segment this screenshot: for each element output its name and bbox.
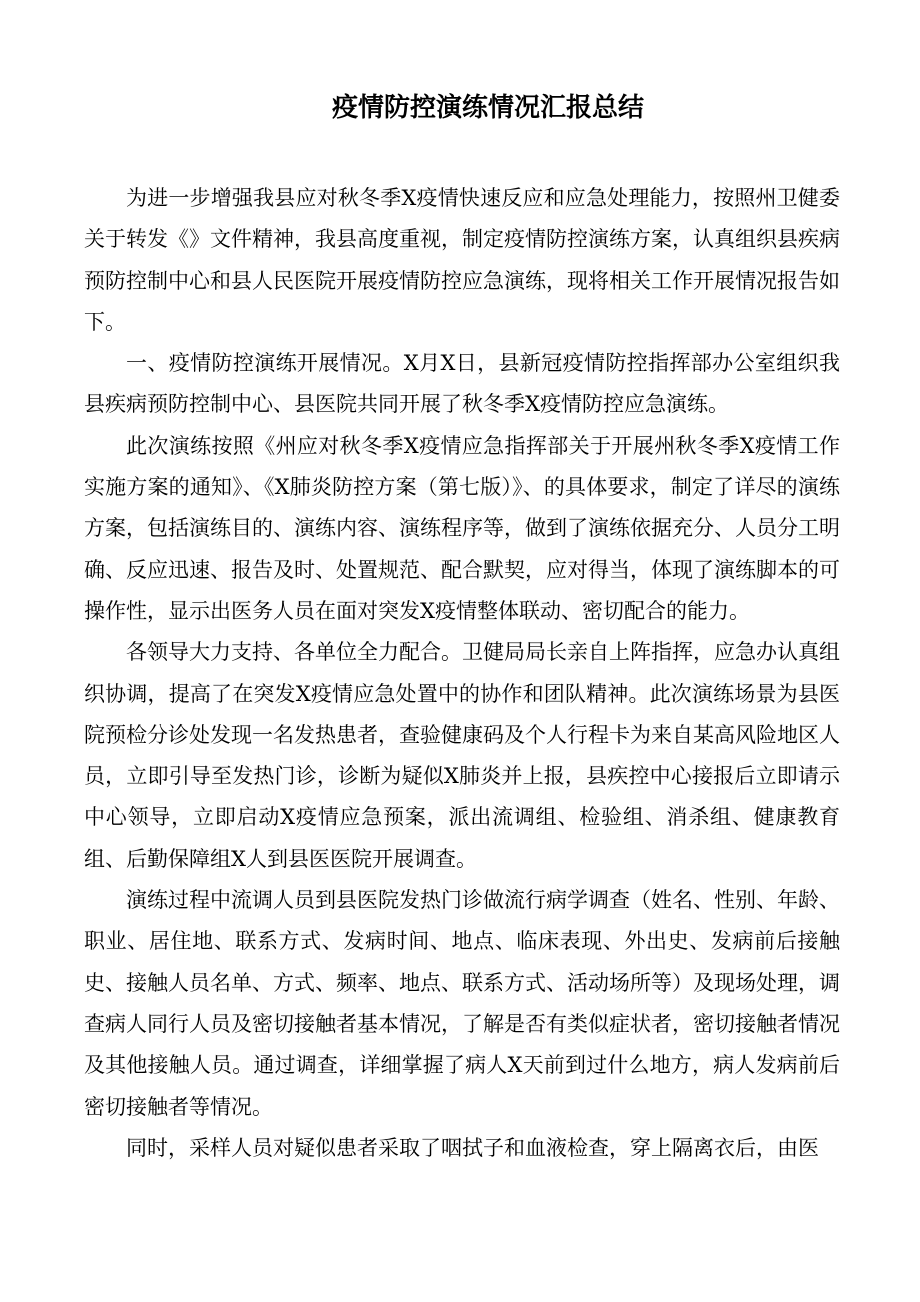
paragraph-sampling: 同时，采样人员对疑似患者采取了咽拭子和血液检查，穿上隔离衣后，由医 [126,1135,819,1160]
document-title: 疫情防控演练情况汇报总结 [331,93,644,123]
paragraph-leadership-support: 各领导大力支持、各单位全力配合。卫健局局长亲自上阵指挥，应急办认真组织协调，提高了在突发X疫情应急处置中的协作和团队精神。此次演练场景为县医院预检分诊处发现一名发热患者，查验健康码及个人行程卡为来自某高风险地区人员，立即引导至发热门诊，诊断为疑似X肺炎并上报，县疾控中心接报后立即请示中心领导，立即启动X疫情应急预案，派出流调组、检验组、消杀组、健康教育组、后勤保障组X人到县医医院开展调查。 [84,640,840,871]
paragraph-drill-overview: 一、疫情防控演练开展情况。X月X日，县新冠疫情防控指挥部办公室组织我县疾病预防控制中心、县医院共同开展了秋冬季X疫情防控应急演练。 [84,351,840,417]
document-body [84,178,840,1169]
paragraph-drill-plan: 此次演练按照《州应对秋冬季X疫情应急指挥部关于开展州秋冬季X疫情工作实施方案的通知》、《X肺炎防控方案（第七版）》、的具体要求，制定了详尽的演练方案，包括演练目的、演练内容、演练程序等，做到了演练依据充分、人员分工明确、反应迅速、报告及时、处置规范、配合默契，应对得当，体现了演练脚本的可操作性，显示出医务人员在面对突发X疫情整体联动、密切配合的能力。 [84,433,840,623]
paragraph-epidemiological-survey: 演练过程中流调人员到县医院发热门诊做流行病学调查（姓名、性别、年龄、职业、居住地、联系方式、发病时间、地点、临床表现、外出史、发病前后接触史、接触人员名单、方式、频率、地点、联系方式、活动场所等）及现场处理，调查病人同行人员及密切接触者基本情况，了解是否有类似症状者，密切接触者情况及其他接触人员。通过调查，详细掌握了病人X天前到过什么地方，病人发病前后密切接触者等情况。 [84,888,840,1119]
paragraph-intro: 为进一步增强我县应对秋冬季X疫情快速反应和应急处理能力，按照州卫健委关于转发《》文件精神，我县高度重视，制定疫情防控演练方案，认真组织县疾病预防控制中心和县人民医院开展疫情防控应急演练，现将相关工作开展情况报告如下。 [84,186,840,334]
